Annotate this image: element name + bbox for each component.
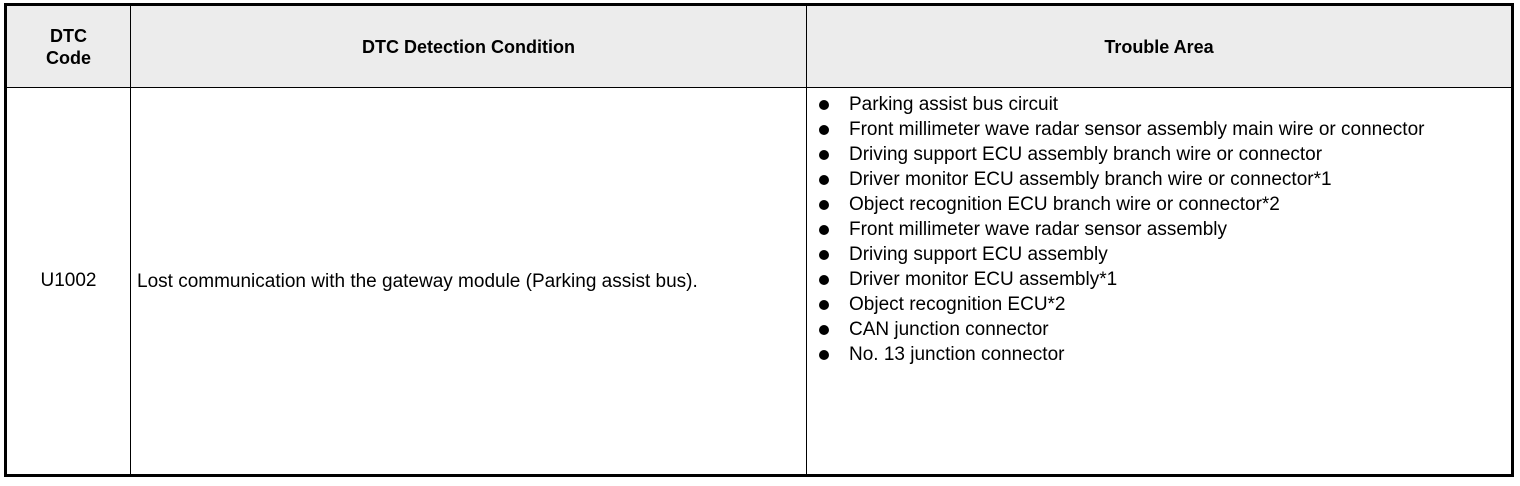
bullet-icon (819, 225, 829, 235)
bullet-icon (819, 100, 829, 110)
dtc-table (4, 3, 1514, 477)
trouble-area-cell (807, 88, 1513, 476)
header-dtc-code-line2: Code (46, 47, 91, 68)
list-item (815, 317, 1511, 342)
trouble-area-text: Object recognition ECU*2 (849, 294, 1066, 315)
bullet-icon (819, 200, 829, 210)
trouble-area-text: No. 13 junction connector (849, 344, 1065, 365)
trouble-area-text: Parking assist bus circuit (849, 94, 1059, 115)
table-row (6, 88, 1513, 476)
trouble-area-text: Driver monitor ECU assembly*1 (849, 269, 1118, 290)
trouble-area-text: Object recognition ECU branch wire or connector*2 (849, 194, 1280, 215)
detection-condition-cell: Lost communication with the gateway module (Parking assist bus). (131, 88, 807, 476)
trouble-area-text: Driving support ECU assembly (849, 244, 1108, 265)
dtc-code-cell: U1002 (6, 88, 131, 476)
bullet-icon (819, 250, 829, 260)
trouble-area-text: Front millimeter wave radar sensor assembly main wire or connector (849, 119, 1425, 140)
list-item (815, 292, 1511, 317)
bullet-icon (819, 150, 829, 160)
list-item (815, 92, 1511, 117)
list-item (815, 117, 1511, 142)
list-item (815, 142, 1511, 167)
bullet-icon (819, 325, 829, 335)
header-trouble-area: Trouble Area (807, 5, 1513, 88)
list-item (815, 242, 1511, 267)
list-item (815, 167, 1511, 192)
list-item (815, 217, 1511, 242)
trouble-area-text: Driving support ECU assembly branch wire or connector (849, 144, 1323, 165)
bullet-icon (819, 300, 829, 310)
header-detection-condition: DTC Detection Condition (131, 5, 807, 88)
bullet-icon (819, 275, 829, 285)
table-header-row (6, 5, 1513, 88)
bullet-icon (819, 125, 829, 135)
header-dtc-code-line1: DTC (50, 25, 87, 46)
trouble-area-text: Driver monitor ECU assembly branch wire or connector*1 (849, 169, 1332, 190)
trouble-area-list (815, 92, 1511, 367)
list-item (815, 192, 1511, 217)
bullet-icon (819, 350, 829, 360)
list-item (815, 267, 1511, 292)
header-dtc-code (6, 5, 131, 88)
list-item (815, 342, 1511, 367)
trouble-area-text: CAN junction connector (849, 319, 1049, 340)
trouble-area-text: Front millimeter wave radar sensor assembly (849, 219, 1228, 240)
bullet-icon (819, 175, 829, 185)
